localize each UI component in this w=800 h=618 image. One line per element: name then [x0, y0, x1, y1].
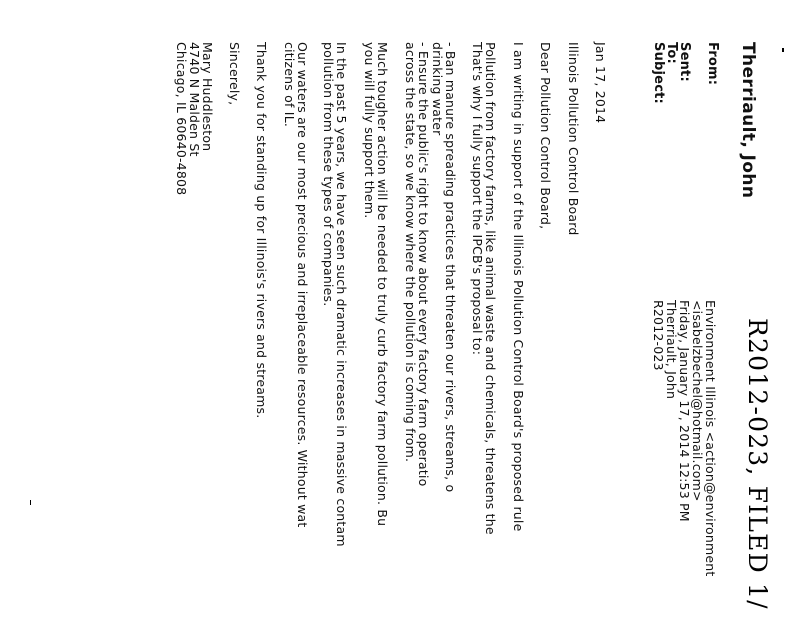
body-line: pollution from these types of companies.: [321, 42, 336, 307]
body-line: - Ensure the public's right to know about every factory farm operatio: [416, 42, 431, 487]
sent-label: Sent:: [677, 42, 692, 82]
body-line: Much tougher action will be needed to truly curb factory farm pollution. Bu: [375, 42, 390, 527]
to-value: Therriault, John: [664, 300, 679, 400]
body-line: I am writing in support of the Illinois Pollution Control Board's proposed rule: [511, 42, 526, 532]
sender-name: Therriault, John: [738, 42, 758, 199]
sent-value: Friday, January 17, 2014 12:53 PM: [677, 300, 692, 522]
signature-city: Chicago, IL 60640-4808: [174, 42, 189, 196]
body-line: Pollution from factory farms, like animal waste and chemicals, threatens the: [483, 42, 498, 535]
body-line: In the past 5 years, we have seen such dramatic increases in massive contam: [334, 42, 349, 547]
from-label: From:: [705, 42, 720, 86]
signature-street: 4740 N Malden St: [187, 42, 202, 157]
body-line: That's why I fully support the IPCB's proposal to:: [470, 42, 485, 356]
body-line: Thank you for standing up for Illinois's rivers and streams.: [254, 42, 269, 419]
to-label: To:: [664, 42, 679, 64]
scan-mark: [782, 48, 784, 52]
body-line: citizens of IL.: [282, 42, 297, 128]
letter-date: Jan 17, 2014: [593, 42, 608, 124]
page-number-mark: [30, 500, 31, 505]
from-email-value: <isabelzbechel@hotmail.com>: [690, 300, 705, 502]
body-line: Our waters are our most precious and irreplaceable resources. Without wat: [295, 42, 310, 528]
body-line: across the state, so we know where the pollution is coming from.: [403, 42, 418, 463]
signature-name: Mary Huddleston: [200, 42, 215, 152]
letter-closing: Sincerely,: [227, 42, 242, 106]
filing-stamp: R2012-023, FILED 1/: [743, 318, 772, 610]
letter-salutation: Dear Pollution Control Board,: [538, 42, 553, 230]
from-value: Environment Illinois <action@environment: [703, 300, 718, 577]
body-line: drinking water: [430, 42, 445, 136]
body-line: you will fully support them.: [362, 42, 377, 219]
subject-value: R2012-023: [651, 300, 666, 371]
subject-label: Subject:: [651, 42, 666, 104]
letter-recipient: Illinois Pollution Control Board: [566, 42, 581, 236]
body-line: - Ban manure spreading practices that threaten our rivers, streams, o: [443, 42, 458, 493]
